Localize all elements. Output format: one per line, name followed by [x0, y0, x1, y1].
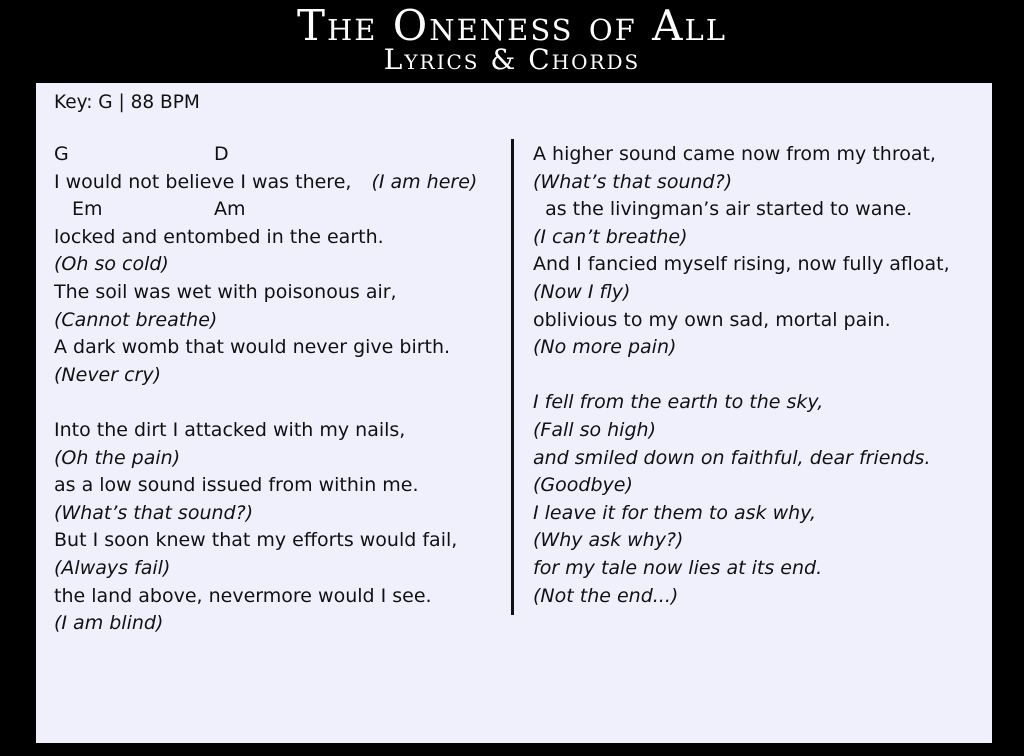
lyric-line: The soil was wet with poisonous air,: [54, 280, 397, 303]
chord: G: [54, 143, 69, 165]
lyrics-column-right: [533, 141, 983, 610]
lyric-echo: (I can’t breathe): [533, 225, 688, 248]
lyric-line: locked and entombed in the earth.: [54, 225, 384, 248]
lyric-line: as a low sound issued from within me.: [54, 474, 419, 497]
lyric-echo: (Goodbye): [533, 474, 633, 497]
chord: D: [214, 143, 229, 165]
lyric-line: I leave it for them to ask why,: [533, 501, 816, 524]
stanza-break: [533, 362, 983, 390]
lyric-line: for my tale now lies at its end.: [533, 556, 823, 579]
lyric-line: A higher sound came now from my throat,: [533, 143, 936, 165]
lyric-line: and smiled down on faithful, dear friends.: [533, 446, 931, 469]
lyric-echo: (Why ask why?): [533, 529, 684, 552]
chord-line: [54, 141, 514, 169]
lyric-echo: (Always fail): [54, 556, 171, 579]
page-title: The Oneness of All: [296, 1, 727, 50]
lyric-echo: (Now I fly): [533, 280, 631, 303]
lyric-line: A dark womb that would never give birth.: [54, 336, 451, 359]
lyric-line: as the livingman’s air started to wane.: [533, 198, 913, 221]
header: [0, 0, 1024, 82]
lyric-echo: (No more pain): [533, 336, 677, 359]
lyric-line: oblivious to my own sad, mortal pain.: [533, 308, 891, 331]
lyric-echo: (Not the end...): [533, 584, 679, 607]
lyric-echo: (What’s that sound?): [533, 170, 733, 193]
lyric-echo: (Cannot breathe): [54, 308, 218, 331]
lyric-line: Into the dirt I attacked with my nails,: [54, 418, 406, 441]
column-divider: [511, 139, 514, 615]
chord-line: [54, 196, 514, 224]
chord: Em: [72, 198, 103, 221]
lyric-line: the land above, nevermore would I see.: [54, 584, 432, 607]
lyric-echo: (What’s that sound?): [54, 501, 254, 524]
lyric-line: But I soon knew that my efforts would fail,: [54, 529, 458, 552]
lyric-line: [54, 169, 514, 197]
page-subtitle: Lyrics & Chords: [383, 43, 641, 76]
lyrics-column-left: [54, 141, 514, 638]
chord: Am: [214, 198, 246, 221]
lyric-echo: (Never cry): [54, 363, 162, 386]
lyric-echo: (Oh so cold): [54, 253, 169, 276]
stanza-break: [54, 389, 514, 417]
lyric-echo: (I am blind): [54, 612, 164, 635]
lyric-line: And I fancied myself rising, now fully afloat,: [533, 253, 950, 276]
lyric-echo: (Oh the pain): [54, 446, 181, 469]
lyric-text: I would not believe I was there,: [54, 170, 352, 193]
song-meta: Key: G | 88 BPM: [54, 92, 200, 113]
lyric-echo: (I am here): [371, 170, 478, 193]
lyric-echo: (Fall so high): [533, 418, 656, 441]
lyric-line: I fell from the earth to the sky,: [533, 391, 824, 414]
lyrics-card: [36, 83, 992, 743]
